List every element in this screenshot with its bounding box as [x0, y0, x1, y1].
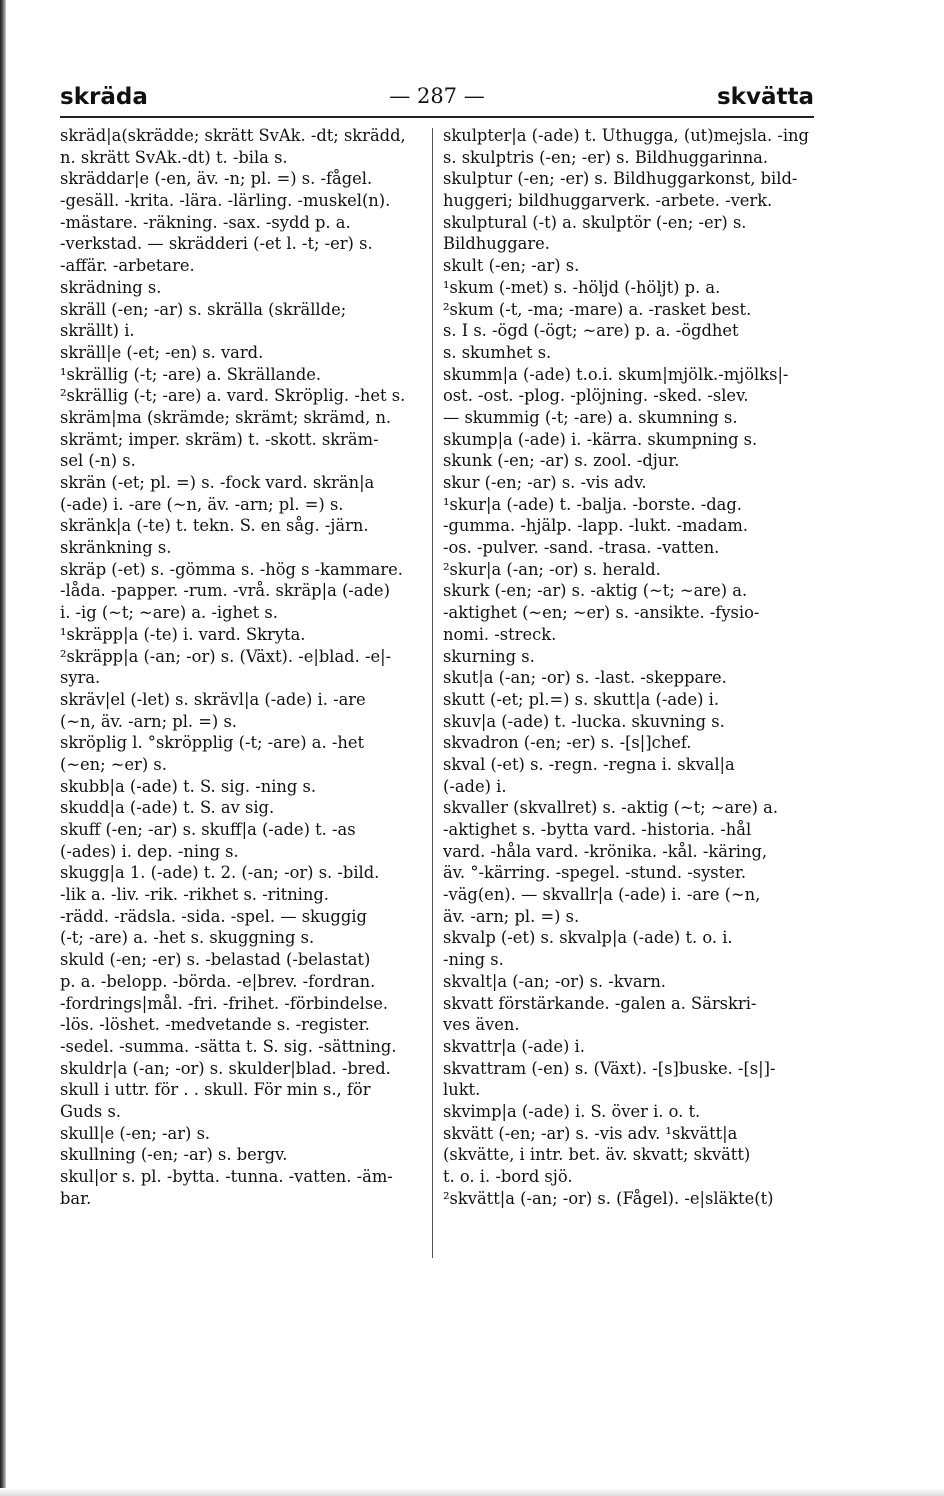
dictionary-line: skvatt förstärkande. -galen a. Särskri-	[443, 993, 757, 1013]
dictionary-line: skubb|a (-ade) t. S. sig. -ning s.	[60, 776, 317, 796]
page-number: — 287 —	[389, 84, 485, 108]
dictionary-line: nomi. -streck.	[443, 624, 557, 644]
dictionary-line: -ning s.	[443, 950, 504, 970]
dictionary-line: skulpter|a (-ade) t. Uthugga, (ut)mejsla. -ing	[443, 126, 809, 145]
dictionary-line: — skummig (-t; -are) a. skumning s.	[443, 407, 738, 427]
dictionary-line: ²skrällig (-t; -are) a. vard. Skröplig. -het s.	[60, 386, 406, 406]
dictionary-line: ²skvätt|a (-an; -or) s. (Fågel). -e|släkte(t)	[443, 1188, 774, 1208]
header-right-word: skvätta	[716, 84, 814, 110]
dictionary-line: skval (-et) s. -regn. -regna i. skval|a	[443, 754, 735, 774]
dictionary-line: -lös. -löshet. -medvetande s. -register.	[60, 1015, 370, 1035]
dictionary-line: (-ades) i. dep. -ning s.	[60, 841, 239, 861]
dictionary-line: skul|or s. pl. -bytta. -tunna. -vatten. -äm-	[60, 1167, 393, 1186]
dictionary-line: skräll (-en; -ar) s. skrälla (skrällde;	[60, 299, 347, 319]
dictionary-line: t. o. i. -bord sjö.	[443, 1167, 573, 1186]
dictionary-line: skunk (-en; -ar) s. zool. -djur.	[443, 451, 680, 471]
dictionary-line: skvattr|a (-ade) i.	[443, 1036, 585, 1056]
dictionary-line: Guds s.	[60, 1101, 121, 1121]
dictionary-line: ¹skur|a (-ade) t. -balja. -borste. -dag.	[443, 494, 742, 514]
dictionary-line: -affär. -arbetare.	[60, 256, 195, 276]
dictionary-line: -lik a. -liv. -rik. -rikhet s. -ritning.	[60, 885, 329, 905]
dictionary-line: ost. -ost. -plog. -plöjning. -sked. -slev.	[443, 386, 749, 406]
dictionary-line: skröplig l. °skröpplig (-t; -are) a. -het	[60, 733, 365, 753]
dictionary-line: s. skumhet s.	[443, 342, 552, 362]
dictionary-line: skuldr|a (-an; -or) s. skulder|blad. -bred.	[60, 1058, 391, 1078]
dictionary-line: skräd|a(skrädde; skrätt SvAk. -dt; skrädd,	[60, 126, 406, 145]
dictionary-line: -aktighet (~en; ~er) s. -ansikte. -fysio-	[443, 603, 760, 623]
dictionary-line: (-ade) i. -are (~n, äv. -arn; pl. =) s.	[60, 494, 344, 514]
dictionary-line: -låda. -papper. -rum. -vrå. skräp|a (-ade)	[60, 581, 390, 601]
dictionary-line: skrämt; imper. skräm) t. -skott. skräm-	[60, 429, 379, 449]
dictionary-line: (~n, äv. -arn; pl. =) s.	[60, 711, 237, 731]
dictionary-line: skränkning s.	[60, 538, 172, 558]
dictionary-line: ¹skräpp|a (-te) i. vard. Skryta.	[60, 624, 306, 644]
dictionary-line: skudd|a (-ade) t. S. av sig.	[60, 798, 275, 818]
dictionary-line: skvaller (skvallret) s. -aktig (~t; ~are) a.	[443, 798, 779, 818]
dictionary-line: skutt (-et; pl.=) s. skutt|a (-ade) i.	[443, 689, 720, 709]
dictionary-line: skvätt (-en; -ar) s. -vis adv. ¹skvätt|a	[443, 1123, 738, 1143]
dictionary-line: Bildhuggare.	[443, 234, 550, 254]
dictionary-line: skvimp|a (-ade) i. S. över i. o. t.	[443, 1101, 701, 1121]
dictionary-line: skräm|ma (skrämde; skrämt; skrämd, n.	[60, 407, 392, 427]
dictionary-line: skränk|a (-te) t. tekn. S. en såg. -järn.	[60, 516, 369, 536]
dictionary-line: skräddar|e (-en, äv. -n; pl. =) s. -fågel.	[60, 169, 373, 189]
dictionary-line: skvalp (-et) s. skvalp|a (-ade) t. o. i.	[443, 928, 733, 948]
dictionary-line: skuld (-en; -er) s. -belastad (-belastat)	[60, 950, 371, 970]
dictionary-line: -mästare. -räkning. -sax. -sydd p. a.	[60, 212, 351, 232]
dictionary-line: bar.	[60, 1188, 92, 1208]
dictionary-line: -sedel. -summa. -sätta t. S. sig. -sättning.	[60, 1036, 397, 1056]
dictionary-line: huggeri; bildhuggarverk. -arbete. -verk.	[443, 191, 773, 211]
dictionary-line: ¹skum (-met) s. -höljd (-höljt) p. a.	[443, 277, 721, 297]
dictionary-line: -gumma. -hjälp. -lapp. -lukt. -madam.	[443, 516, 749, 536]
dictionary-line: skurk (-en; -ar) s. -aktig (~t; ~are) a.	[443, 581, 748, 601]
dictionary-line: skump|a (-ade) i. -kärra. skumpning s.	[443, 429, 758, 449]
dictionary-line: äv. -arn; pl. =) s.	[443, 906, 580, 926]
page-header	[60, 78, 814, 114]
dictionary-line: p. a. -belopp. -börda. -e|brev. -fordran.	[60, 971, 376, 991]
dictionary-line: skrädning s.	[60, 277, 162, 297]
dictionary-line: ves även.	[443, 1015, 520, 1035]
dictionary-line: (-ade) i.	[443, 776, 507, 796]
dictionary-line: -os. -pulver. -sand. -trasa. -vatten.	[443, 538, 720, 558]
dictionary-line: s. I s. -ögd (-ögt; ~are) p. a. -ögdhet	[443, 321, 739, 341]
dictionary-line: (~en; ~er) s.	[60, 754, 167, 774]
header-rule	[60, 116, 814, 118]
dictionary-line: skur (-en; -ar) s. -vis adv.	[443, 473, 647, 492]
dictionary-line: skvadron (-en; -er) s. -[s|]chef.	[443, 733, 692, 753]
dictionary-line: skulptural (-t) a. skulptör (-en; -er) s.	[443, 212, 747, 232]
header-left-word: skräda	[60, 84, 148, 110]
dictionary-line: skvattram (-en) s. (Växt). -[s]buske. -[s|]-	[443, 1058, 776, 1078]
column-divider	[432, 128, 433, 1258]
dictionary-line: skräp (-et) s. -gömma s. -hög s -kammare.	[60, 559, 403, 579]
dictionary-line: -väg(en). — skvallr|a (-ade) i. -are (~n,	[443, 885, 761, 905]
dictionary-line: ²skräpp|a (-an; -or) s. (Växt). -e|blad. -e|-	[60, 646, 392, 666]
dictionary-line: skräll|e (-et; -en) s. vard.	[60, 342, 264, 362]
right-column	[443, 125, 815, 1209]
dictionary-line: -rädd. -rädsla. -sida. -spel. — skuggig	[60, 906, 367, 926]
dictionary-line: skugg|a 1. (-ade) t. 2. (-an; -or) s. -bild.	[60, 863, 380, 883]
dictionary-line: äv. °-kärring. -spegel. -stund. -syster.	[443, 863, 746, 883]
dictionary-line: skull|e (-en; -ar) s.	[60, 1123, 211, 1143]
dictionary-line: skullning (-en; -ar) s. bergv.	[60, 1145, 288, 1165]
dictionary-line: skrän (-et; pl. =) s. -fock vard. skrän|a	[60, 473, 375, 492]
dictionary-line: skuff (-en; -ar) s. skuff|a (-ade) t. -as	[60, 820, 356, 839]
dictionary-line: -gesäll. -krita. -lära. -lärling. -muskel(n).	[60, 191, 391, 211]
dictionary-line: skulptur (-en; -er) s. Bildhuggarkonst, bild-	[443, 169, 798, 189]
dictionary-line: vard. -håla vard. -krönika. -kål. -käring,	[443, 841, 768, 861]
dictionary-line: n. skrätt SvAk.-dt) t. -bila s.	[60, 147, 288, 167]
dictionary-line: (skvätte, i intr. bet. äv. skvatt; skvätt)	[443, 1145, 751, 1165]
dictionary-line: (-t; -are) a. -het s. skuggning s.	[60, 928, 315, 948]
dictionary-line: lukt.	[443, 1080, 481, 1100]
page-edge	[0, 0, 6, 1496]
dictionary-line: ¹skrällig (-t; -are) a. Skrällande.	[60, 364, 322, 384]
dictionary-line: ²skur|a (-an; -or) s. herald.	[443, 559, 661, 579]
dictionary-line: skrällt) i.	[60, 321, 135, 341]
dictionary-line: ²skum (-t, -ma; -mare) a. -rasket best.	[443, 299, 752, 319]
dictionary-line: -aktighet s. -bytta vard. -historia. -hål	[443, 820, 752, 839]
dictionary-line: s. skulptris (-en; -er) s. Bildhuggarinna.	[443, 147, 769, 167]
dictionary-line: -fordrings|mål. -fri. -frihet. -förbindelse.	[60, 993, 389, 1013]
dictionary-line: skräv|el (-let) s. skrävl|a (-ade) i. -are	[60, 689, 366, 709]
dictionary-line: sel (-n) s.	[60, 451, 136, 471]
dictionary-line: skull i uttr. för . . skull. För min s., för	[60, 1080, 371, 1100]
left-column	[60, 125, 422, 1209]
dictionary-line: i. -ig (~t; ~are) a. -ighet s.	[60, 603, 278, 623]
dictionary-line: skurning s.	[443, 646, 535, 666]
page-bottom-edge	[0, 1488, 944, 1496]
dictionary-line: skvalt|a (-an; -or) s. -kvarn.	[443, 971, 666, 991]
dictionary-line: -verkstad. — skrädderi (-et l. -t; -er) s.	[60, 234, 373, 254]
dictionary-line: skut|a (-an; -or) s. -last. -skeppare.	[443, 668, 727, 688]
dictionary-line: skult (-en; -ar) s.	[443, 256, 580, 276]
dictionary-line: skuv|a (-ade) t. -lucka. skuvning s.	[443, 711, 725, 731]
dictionary-line: syra.	[60, 668, 101, 688]
dictionary-line: skumm|a (-ade) t.o.i. skum|mjölk.-mjölks|-	[443, 364, 789, 384]
